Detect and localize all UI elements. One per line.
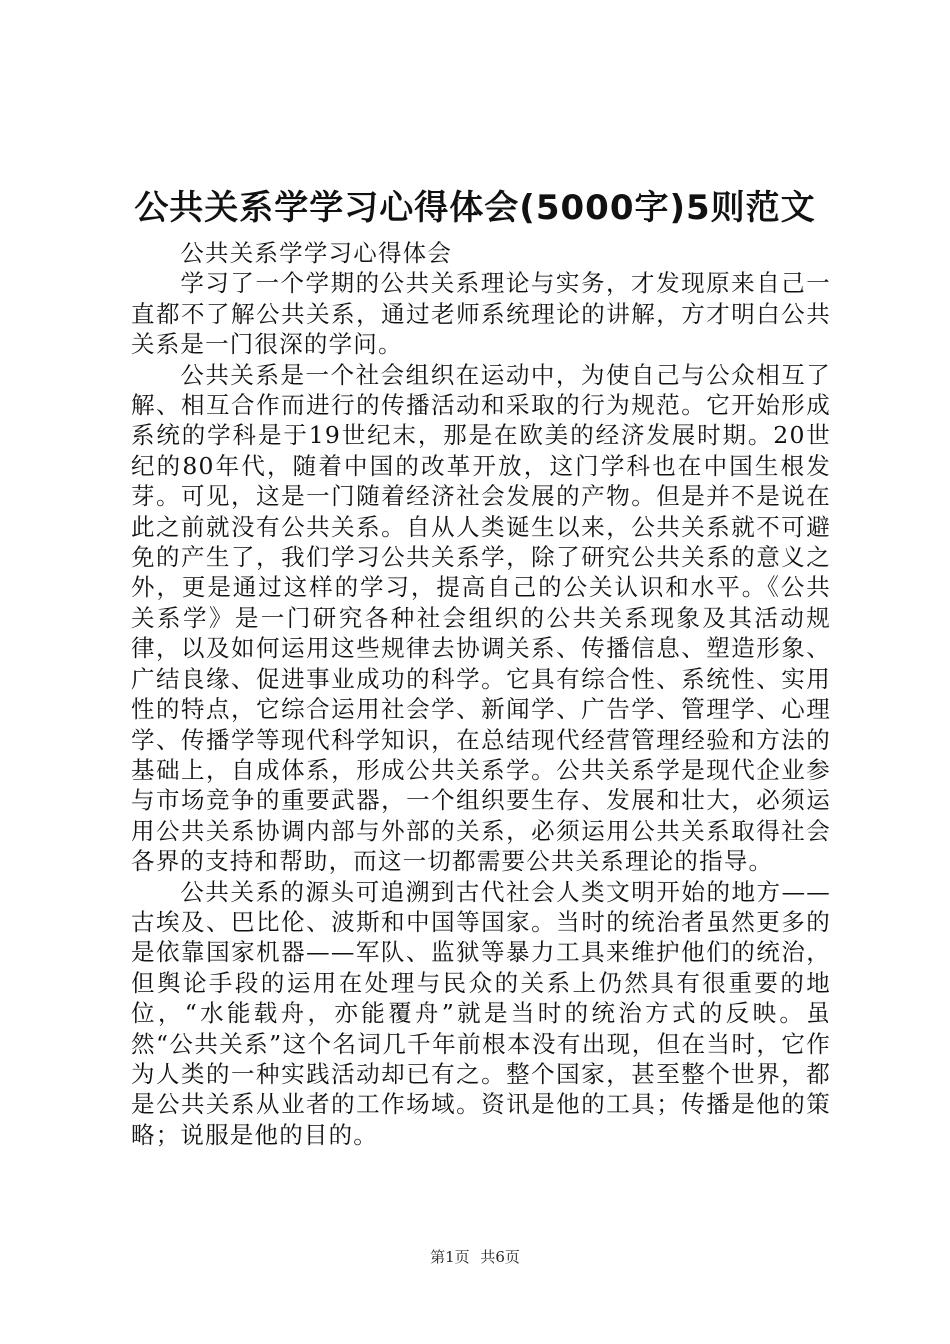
page-number: 第1页 [430, 1248, 470, 1266]
section-heading: 公共关系学学习心得体会 [180, 239, 453, 267]
paragraph: 学习了一个学期的公共关系理论与实务，才发现原来自己一直都不了解公共关系，通过老师系统理论的讲解，方才明白公共关系是一门很深的学问。 [131, 269, 831, 359]
page-footer [0, 1247, 950, 1267]
document-title: 公共关系学学习心得体会(5000字)5则范文 [134, 188, 816, 228]
paragraph: 公共关系的源头可追溯到古代社会人类文明开始的地方——古埃及、巴比伦、波斯和中国等国家。当时的统治者虽然更多的是依靠国家机器——军队、监狱等暴力工具来维护他们的统治，但舆论手段的运用在处理与民众的关系上仍然具有很重要的地位，“水能载舟，亦能覆舟”就是当时的统治方式的反映。虽然“公共关系”这个名词几千年前根本没有出现，但在当时，它作为人类的一种实践活动却已有之。整个国家，甚至整个世界，都是公共关系从业者的工作场域。资讯是他的工具；传播是他的策略；说服是他的目的。 [131, 877, 831, 1149]
page-total: 共6页 [480, 1248, 520, 1266]
document-body [131, 238, 831, 1150]
paragraph: 公共关系是一个社会组织在运动中，为使自己与公众相互了解、相互合作而进行的传播活动和采取的行为规范。它开始形成系统的学科是于19世纪末，那是在欧美的经济发展时期。20世纪的80年代，随着中国的改革开放，这门学科也在中国生根发芽。可见，这是一门随着经济社会发展的产物。但是并不是说在此之前就没有公共关系。自从人类诞生以来，公共关系就不可避免的产生了，我们学习公共关系学，除了研究公共关系的意义之外，更是通过这样的学习，提高自己的公关认识和水平。《公共关系学》是一门研究各种社会组织的公共关系现象及其活动规律，以及如何运用这些规律去协调关系、传播信息、塑造形象、广结良缘、促进事业成功的科学。它具有综合性、系统性、实用性的特点，它综合运用社会学、新闻学、广告学、管理学、心理学、传播学等现代科学知识，在总结现代经营管理经验和方法的基础上，自成体系，形成公共关系学。公共关系学是现代企业参与市场竞争的重要武器，一个组织要生存、发展和壮大，必须运用公共关系协调内部与外部的关系，必须运用公共关系取得社会各界的支持和帮助，而这一切都需要公共关系理论的指导。 [131, 360, 831, 876]
